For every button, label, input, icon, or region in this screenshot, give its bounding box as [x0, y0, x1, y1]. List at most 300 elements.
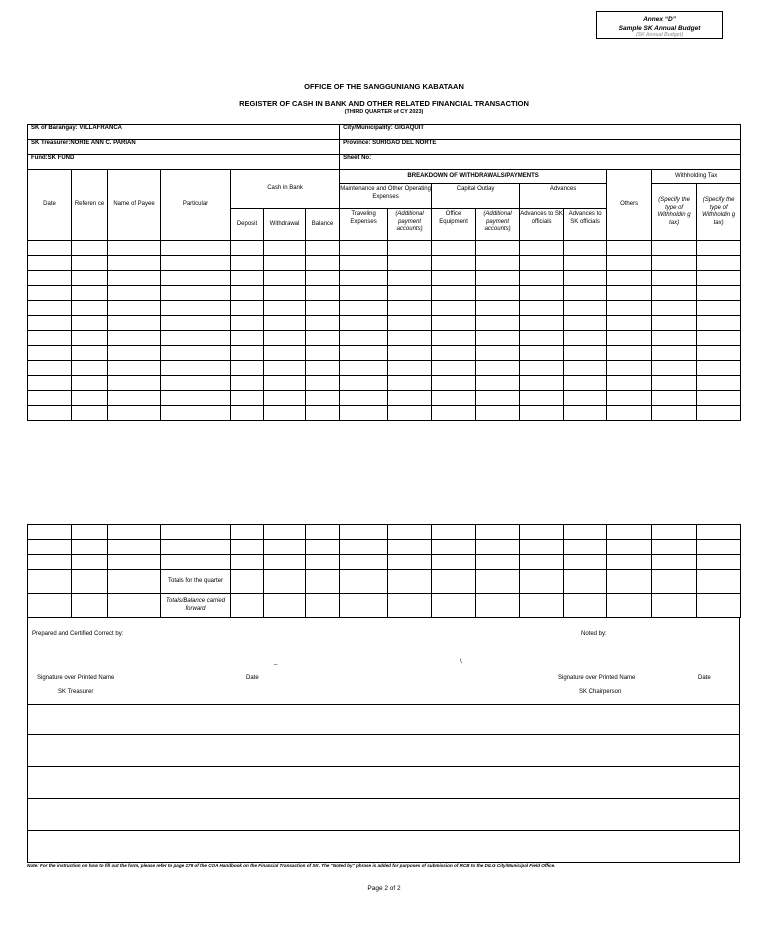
table-cell[interactable]	[72, 331, 108, 346]
table-cell[interactable]	[161, 241, 231, 256]
table-cell[interactable]	[607, 301, 652, 316]
table-cell[interactable]	[564, 241, 607, 256]
quarter-label: (THIRD QUARTER of CY 2023)	[344, 109, 424, 115]
table-cell[interactable]	[72, 361, 108, 376]
table-cell[interactable]	[231, 286, 264, 301]
table-cell[interactable]	[306, 346, 340, 361]
table-cell[interactable]	[231, 256, 264, 271]
register-table-continued	[27, 524, 741, 618]
table-cell[interactable]	[520, 555, 564, 570]
annex-box	[596, 11, 723, 39]
table-cell[interactable]	[72, 286, 108, 301]
table-cell[interactable]	[264, 316, 306, 331]
table-cell[interactable]	[476, 271, 520, 286]
col-reference: Referen ce	[72, 170, 108, 241]
col-additional-1: (Additional payment accounts)	[388, 209, 432, 241]
table-cell[interactable]	[340, 316, 388, 331]
table-cell[interactable]	[476, 241, 520, 256]
table-cell[interactable]	[108, 316, 161, 331]
table-cell[interactable]	[264, 391, 306, 406]
table-cell[interactable]	[697, 316, 741, 331]
fund-field: Fund:SK FUND	[28, 155, 340, 170]
table-cell[interactable]	[28, 316, 72, 331]
table-cell[interactable]	[697, 346, 741, 361]
table-cell[interactable]	[697, 271, 741, 286]
table-cell[interactable]	[28, 376, 72, 391]
table-cell[interactable]	[564, 286, 607, 301]
table-cell[interactable]	[340, 331, 388, 346]
table-cell[interactable]	[652, 256, 697, 271]
table-row	[28, 331, 741, 346]
table-row	[28, 346, 741, 361]
table-cell[interactable]	[476, 391, 520, 406]
table-cell[interactable]	[264, 286, 306, 301]
blank-row	[27, 799, 740, 831]
table-cell[interactable]	[340, 346, 388, 361]
table-cell[interactable]	[520, 331, 564, 346]
table-cell[interactable]	[697, 376, 741, 391]
table-cell[interactable]	[161, 316, 231, 331]
table-cell[interactable]	[520, 301, 564, 316]
table-cell[interactable]	[652, 316, 697, 331]
table-row	[28, 301, 741, 316]
blank-row	[27, 767, 740, 799]
table-row	[28, 376, 741, 391]
table-cell[interactable]	[264, 331, 306, 346]
table-cell[interactable]	[564, 256, 607, 271]
table-cell[interactable]	[28, 256, 72, 271]
table-row	[28, 241, 741, 256]
table-cell[interactable]	[388, 301, 432, 316]
table-cell[interactable]	[388, 331, 432, 346]
table-cell[interactable]	[697, 301, 741, 316]
table-cell[interactable]	[161, 346, 231, 361]
table-cell[interactable]	[306, 256, 340, 271]
table-cell[interactable]	[306, 271, 340, 286]
page-number: Page 2 of 2	[367, 885, 401, 892]
table-cell[interactable]	[652, 346, 697, 361]
table-cell[interactable]	[161, 391, 231, 406]
blank-rows	[27, 704, 740, 863]
table-cell[interactable]	[697, 241, 741, 256]
table-cell[interactable]	[388, 525, 432, 540]
col-adv-sk-1: Advances to SK officials	[520, 209, 564, 241]
table-cell[interactable]	[607, 540, 652, 555]
table-row	[28, 316, 741, 331]
table-cell[interactable]	[652, 361, 697, 376]
treasurer-field: SK Treasurer:NORIE ANN C. PARIAN	[28, 140, 340, 155]
table-cell[interactable]	[607, 525, 652, 540]
office-title: OFFICE OF THE SANGGUNIANG KABATAAN	[304, 82, 464, 91]
footnote: Note: For the instruction on how to fill out the form, please refer to page 179 of the COA Handbook on the Financial Transaction of SK. The "Noted by" phrase is added for purposes of submission of RCB to the DILG City/Municipal Field Office.	[27, 863, 556, 868]
table-cell[interactable]	[432, 361, 476, 376]
table-cell[interactable]	[476, 301, 520, 316]
table-cell[interactable]	[161, 525, 231, 540]
table-cell[interactable]	[476, 316, 520, 331]
table-cell[interactable]	[108, 540, 161, 555]
table-cell[interactable]	[231, 346, 264, 361]
table-cell[interactable]	[306, 540, 340, 555]
table-cell[interactable]	[607, 241, 652, 256]
table-cell[interactable]	[388, 241, 432, 256]
city-field: City/Municipality: GIGAQUIT	[340, 125, 741, 140]
table-cell[interactable]	[264, 376, 306, 391]
blank-row	[27, 831, 740, 863]
table-cell[interactable]	[264, 525, 306, 540]
table-cell[interactable]	[161, 271, 231, 286]
table-cell[interactable]	[28, 301, 72, 316]
col-capital: Capital Outlay	[432, 184, 520, 209]
col-cash-in-bank: Cash in Bank	[231, 170, 340, 209]
table-cell[interactable]	[306, 316, 340, 331]
table-cell[interactable]	[432, 331, 476, 346]
table-cell[interactable]	[697, 331, 741, 346]
table-cell[interactable]	[28, 406, 72, 421]
table-cell[interactable]	[340, 406, 388, 421]
table-cell[interactable]	[108, 256, 161, 271]
table-cell[interactable]	[652, 331, 697, 346]
table-cell[interactable]	[28, 286, 72, 301]
table-cell[interactable]	[652, 555, 697, 570]
table-cell[interactable]	[476, 256, 520, 271]
table-row	[28, 256, 741, 271]
blank-row	[27, 735, 740, 767]
table-cell[interactable]	[697, 525, 741, 540]
table-cell[interactable]	[264, 271, 306, 286]
table-cell[interactable]	[607, 271, 652, 286]
table-cell[interactable]	[28, 540, 72, 555]
table-cell[interactable]	[72, 316, 108, 331]
table-cell[interactable]	[264, 241, 306, 256]
table-cell[interactable]	[607, 376, 652, 391]
col-specify-1: (Specify the type of Withholdin g tax)	[652, 184, 697, 241]
table-cell[interactable]	[607, 286, 652, 301]
annex-cut-line: (SK Annual Budget)	[635, 32, 684, 38]
table-cell[interactable]	[564, 361, 607, 376]
role-treasurer: SK Treasurer	[58, 689, 94, 695]
table-cell[interactable]	[476, 376, 520, 391]
table-cell[interactable]	[388, 346, 432, 361]
table-cell[interactable]	[108, 301, 161, 316]
table-cell[interactable]	[697, 540, 741, 555]
table-cell[interactable]	[28, 271, 72, 286]
table-cell[interactable]	[306, 555, 340, 570]
table-cell[interactable]	[432, 271, 476, 286]
table-cell[interactable]	[520, 406, 564, 421]
table-cell[interactable]	[340, 555, 388, 570]
table-cell[interactable]	[72, 256, 108, 271]
table-cell[interactable]	[108, 525, 161, 540]
table-cell[interactable]	[108, 406, 161, 421]
table-cell[interactable]	[72, 391, 108, 406]
table-cell[interactable]	[340, 525, 388, 540]
table-cell[interactable]	[161, 555, 231, 570]
table-cell[interactable]	[607, 555, 652, 570]
table-cell[interactable]	[697, 406, 741, 421]
table-cell[interactable]	[108, 346, 161, 361]
table-cell[interactable]	[264, 555, 306, 570]
table-cell[interactable]	[306, 361, 340, 376]
table-cell[interactable]	[432, 391, 476, 406]
table-cell[interactable]	[564, 346, 607, 361]
barangay-field: SK of Barangay: VILLAFRANCA	[28, 125, 340, 140]
table-cell[interactable]	[652, 406, 697, 421]
table-cell[interactable]	[476, 346, 520, 361]
table-cell[interactable]	[607, 331, 652, 346]
table-cell[interactable]	[607, 256, 652, 271]
register-table	[27, 124, 741, 421]
annex-subtitle: Sample SK Annual Budget	[618, 25, 701, 32]
table-cell[interactable]	[306, 241, 340, 256]
table-cell[interactable]	[652, 286, 697, 301]
table-row	[28, 406, 741, 421]
table-cell[interactable]	[520, 256, 564, 271]
table-cell[interactable]	[340, 391, 388, 406]
date-left-label: Date	[246, 675, 259, 681]
table-cell[interactable]	[264, 406, 306, 421]
col-balance: Balance	[306, 209, 340, 241]
table-cell[interactable]	[340, 301, 388, 316]
table-cell[interactable]	[697, 361, 741, 376]
table-cell[interactable]	[520, 361, 564, 376]
table-cell[interactable]	[306, 376, 340, 391]
table-cell[interactable]	[564, 301, 607, 316]
table-cell[interactable]	[432, 376, 476, 391]
table-cell[interactable]	[108, 376, 161, 391]
date-right-label: Date	[698, 675, 711, 681]
blank-row	[27, 704, 740, 735]
table-cell[interactable]	[607, 361, 652, 376]
table-cell[interactable]	[652, 301, 697, 316]
table-cell[interactable]	[388, 540, 432, 555]
table-cell[interactable]	[72, 540, 108, 555]
table-cell[interactable]	[697, 286, 741, 301]
col-advances: Advances	[520, 184, 607, 209]
table-cell[interactable]	[28, 391, 72, 406]
table-cell[interactable]	[340, 256, 388, 271]
col-withdrawal: Withdrawal	[264, 209, 306, 241]
table-cell[interactable]	[231, 241, 264, 256]
table-cell[interactable]	[520, 525, 564, 540]
table-cell[interactable]	[520, 271, 564, 286]
table-cell[interactable]	[697, 555, 741, 570]
table-cell[interactable]	[652, 271, 697, 286]
table-cell[interactable]	[264, 256, 306, 271]
table-cell[interactable]	[520, 241, 564, 256]
table-cell[interactable]	[388, 271, 432, 286]
table-cell[interactable]	[306, 391, 340, 406]
table-cell[interactable]	[564, 391, 607, 406]
table-cell[interactable]	[340, 361, 388, 376]
table-cell[interactable]	[432, 346, 476, 361]
table-cell[interactable]	[161, 301, 231, 316]
table-cell[interactable]	[340, 376, 388, 391]
totals-carried-label: Totals/Balance carried forward	[161, 594, 231, 618]
table-cell[interactable]	[108, 271, 161, 286]
table-cell[interactable]	[108, 286, 161, 301]
annex-title: Annex “D”	[643, 16, 676, 23]
table-cell[interactable]	[231, 376, 264, 391]
table-cell[interactable]	[264, 361, 306, 376]
continued-body	[28, 525, 741, 570]
col-deposit: Deposit	[231, 209, 264, 241]
table-cell[interactable]	[520, 286, 564, 301]
table-cell[interactable]	[161, 540, 231, 555]
table-cell[interactable]	[607, 346, 652, 361]
table-cell[interactable]	[476, 331, 520, 346]
table-row	[28, 540, 741, 555]
table-cell[interactable]	[306, 301, 340, 316]
table-cell[interactable]	[161, 361, 231, 376]
table-cell[interactable]	[28, 241, 72, 256]
table-cell[interactable]	[28, 346, 72, 361]
table-cell[interactable]	[564, 271, 607, 286]
table-cell[interactable]	[161, 286, 231, 301]
table-cell[interactable]	[564, 331, 607, 346]
table-cell[interactable]	[432, 256, 476, 271]
table-cell[interactable]	[231, 316, 264, 331]
table-cell[interactable]	[340, 271, 388, 286]
table-cell[interactable]	[607, 391, 652, 406]
col-adv-sk-2: Advances to SK officials	[564, 209, 607, 241]
table-cell[interactable]	[432, 555, 476, 570]
table-cell[interactable]	[28, 525, 72, 540]
table-cell[interactable]	[388, 555, 432, 570]
table-cell[interactable]	[72, 346, 108, 361]
table-cell[interactable]	[340, 241, 388, 256]
totals-quarter-label: Totals for the quarter	[161, 570, 231, 594]
table-cell[interactable]	[520, 540, 564, 555]
table-cell[interactable]	[520, 316, 564, 331]
register-title: REGISTER OF CASH IN BANK AND OTHER RELATED FINANCIAL TRANSACTION	[239, 99, 529, 108]
table-cell[interactable]	[564, 555, 607, 570]
table-cell[interactable]	[108, 361, 161, 376]
table-cell[interactable]	[564, 376, 607, 391]
table-cell[interactable]	[697, 391, 741, 406]
table-cell[interactable]	[432, 525, 476, 540]
table-cell[interactable]	[388, 256, 432, 271]
table-cell[interactable]	[388, 376, 432, 391]
table-cell[interactable]	[108, 331, 161, 346]
role-chairperson: SK Chairperson	[579, 689, 622, 695]
table-cell[interactable]	[432, 286, 476, 301]
col-mooe: Maintenance and Other Operating Expenses	[340, 184, 432, 209]
col-date: Date	[28, 170, 72, 241]
table-cell[interactable]	[306, 286, 340, 301]
table-cell[interactable]	[476, 525, 520, 540]
table-cell[interactable]	[520, 376, 564, 391]
col-additional-2: (Additional payment accounts)	[476, 209, 520, 241]
register-body	[28, 241, 741, 421]
table-cell[interactable]	[564, 525, 607, 540]
table-cell[interactable]	[161, 256, 231, 271]
table-cell[interactable]	[697, 256, 741, 271]
table-cell[interactable]	[432, 406, 476, 421]
table-cell[interactable]	[231, 555, 264, 570]
table-cell[interactable]	[231, 540, 264, 555]
table-cell[interactable]	[388, 316, 432, 331]
table-row	[28, 271, 741, 286]
table-cell[interactable]	[340, 286, 388, 301]
table-cell[interactable]	[108, 241, 161, 256]
table-cell[interactable]	[564, 540, 607, 555]
table-cell[interactable]	[476, 540, 520, 555]
table-cell[interactable]	[72, 555, 108, 570]
table-cell[interactable]	[72, 271, 108, 286]
table-cell[interactable]	[231, 525, 264, 540]
table-cell[interactable]	[72, 376, 108, 391]
table-cell[interactable]	[264, 346, 306, 361]
table-cell[interactable]	[476, 406, 520, 421]
table-cell[interactable]	[388, 391, 432, 406]
noted-label: Noted by:	[581, 631, 607, 637]
table-cell[interactable]	[72, 241, 108, 256]
table-cell[interactable]	[28, 361, 72, 376]
table-cell[interactable]	[388, 406, 432, 421]
table-cell[interactable]	[652, 540, 697, 555]
table-cell[interactable]	[161, 331, 231, 346]
table-cell[interactable]	[432, 540, 476, 555]
table-cell[interactable]	[564, 406, 607, 421]
table-cell[interactable]	[388, 361, 432, 376]
table-cell[interactable]	[652, 525, 697, 540]
table-cell[interactable]	[306, 406, 340, 421]
table-cell[interactable]	[476, 286, 520, 301]
table-cell[interactable]	[231, 391, 264, 406]
table-cell[interactable]	[432, 316, 476, 331]
table-cell[interactable]	[520, 346, 564, 361]
table-cell[interactable]	[564, 316, 607, 331]
table-cell[interactable]	[231, 271, 264, 286]
table-row	[28, 525, 741, 540]
table-cell[interactable]	[520, 391, 564, 406]
table-cell[interactable]	[72, 525, 108, 540]
table-cell[interactable]	[161, 376, 231, 391]
table-cell[interactable]	[340, 540, 388, 555]
table-cell[interactable]	[652, 376, 697, 391]
table-cell[interactable]	[231, 301, 264, 316]
table-cell[interactable]	[72, 301, 108, 316]
table-cell[interactable]	[264, 540, 306, 555]
table-cell[interactable]	[231, 331, 264, 346]
signature-right-label: Signature over Printed Name	[558, 675, 636, 681]
table-cell[interactable]	[231, 361, 264, 376]
dash-mark: _	[274, 659, 278, 665]
table-cell[interactable]	[388, 286, 432, 301]
table-cell[interactable]	[432, 241, 476, 256]
table-cell[interactable]	[607, 406, 652, 421]
table-cell[interactable]	[476, 555, 520, 570]
table-cell[interactable]	[28, 331, 72, 346]
table-cell[interactable]	[652, 391, 697, 406]
table-cell[interactable]	[607, 316, 652, 331]
table-cell[interactable]	[432, 301, 476, 316]
col-payee: Name of Payee	[108, 170, 161, 241]
backslash-mark: \	[460, 659, 462, 665]
table-cell[interactable]	[28, 555, 72, 570]
table-cell[interactable]	[476, 361, 520, 376]
table-cell[interactable]	[108, 555, 161, 570]
table-cell[interactable]	[264, 301, 306, 316]
table-cell[interactable]	[72, 406, 108, 421]
table-cell[interactable]	[161, 406, 231, 421]
table-cell[interactable]	[306, 525, 340, 540]
table-cell[interactable]	[231, 406, 264, 421]
table-cell[interactable]	[652, 241, 697, 256]
table-cell[interactable]	[108, 391, 161, 406]
table-cell[interactable]	[306, 331, 340, 346]
signature-block	[27, 617, 740, 705]
